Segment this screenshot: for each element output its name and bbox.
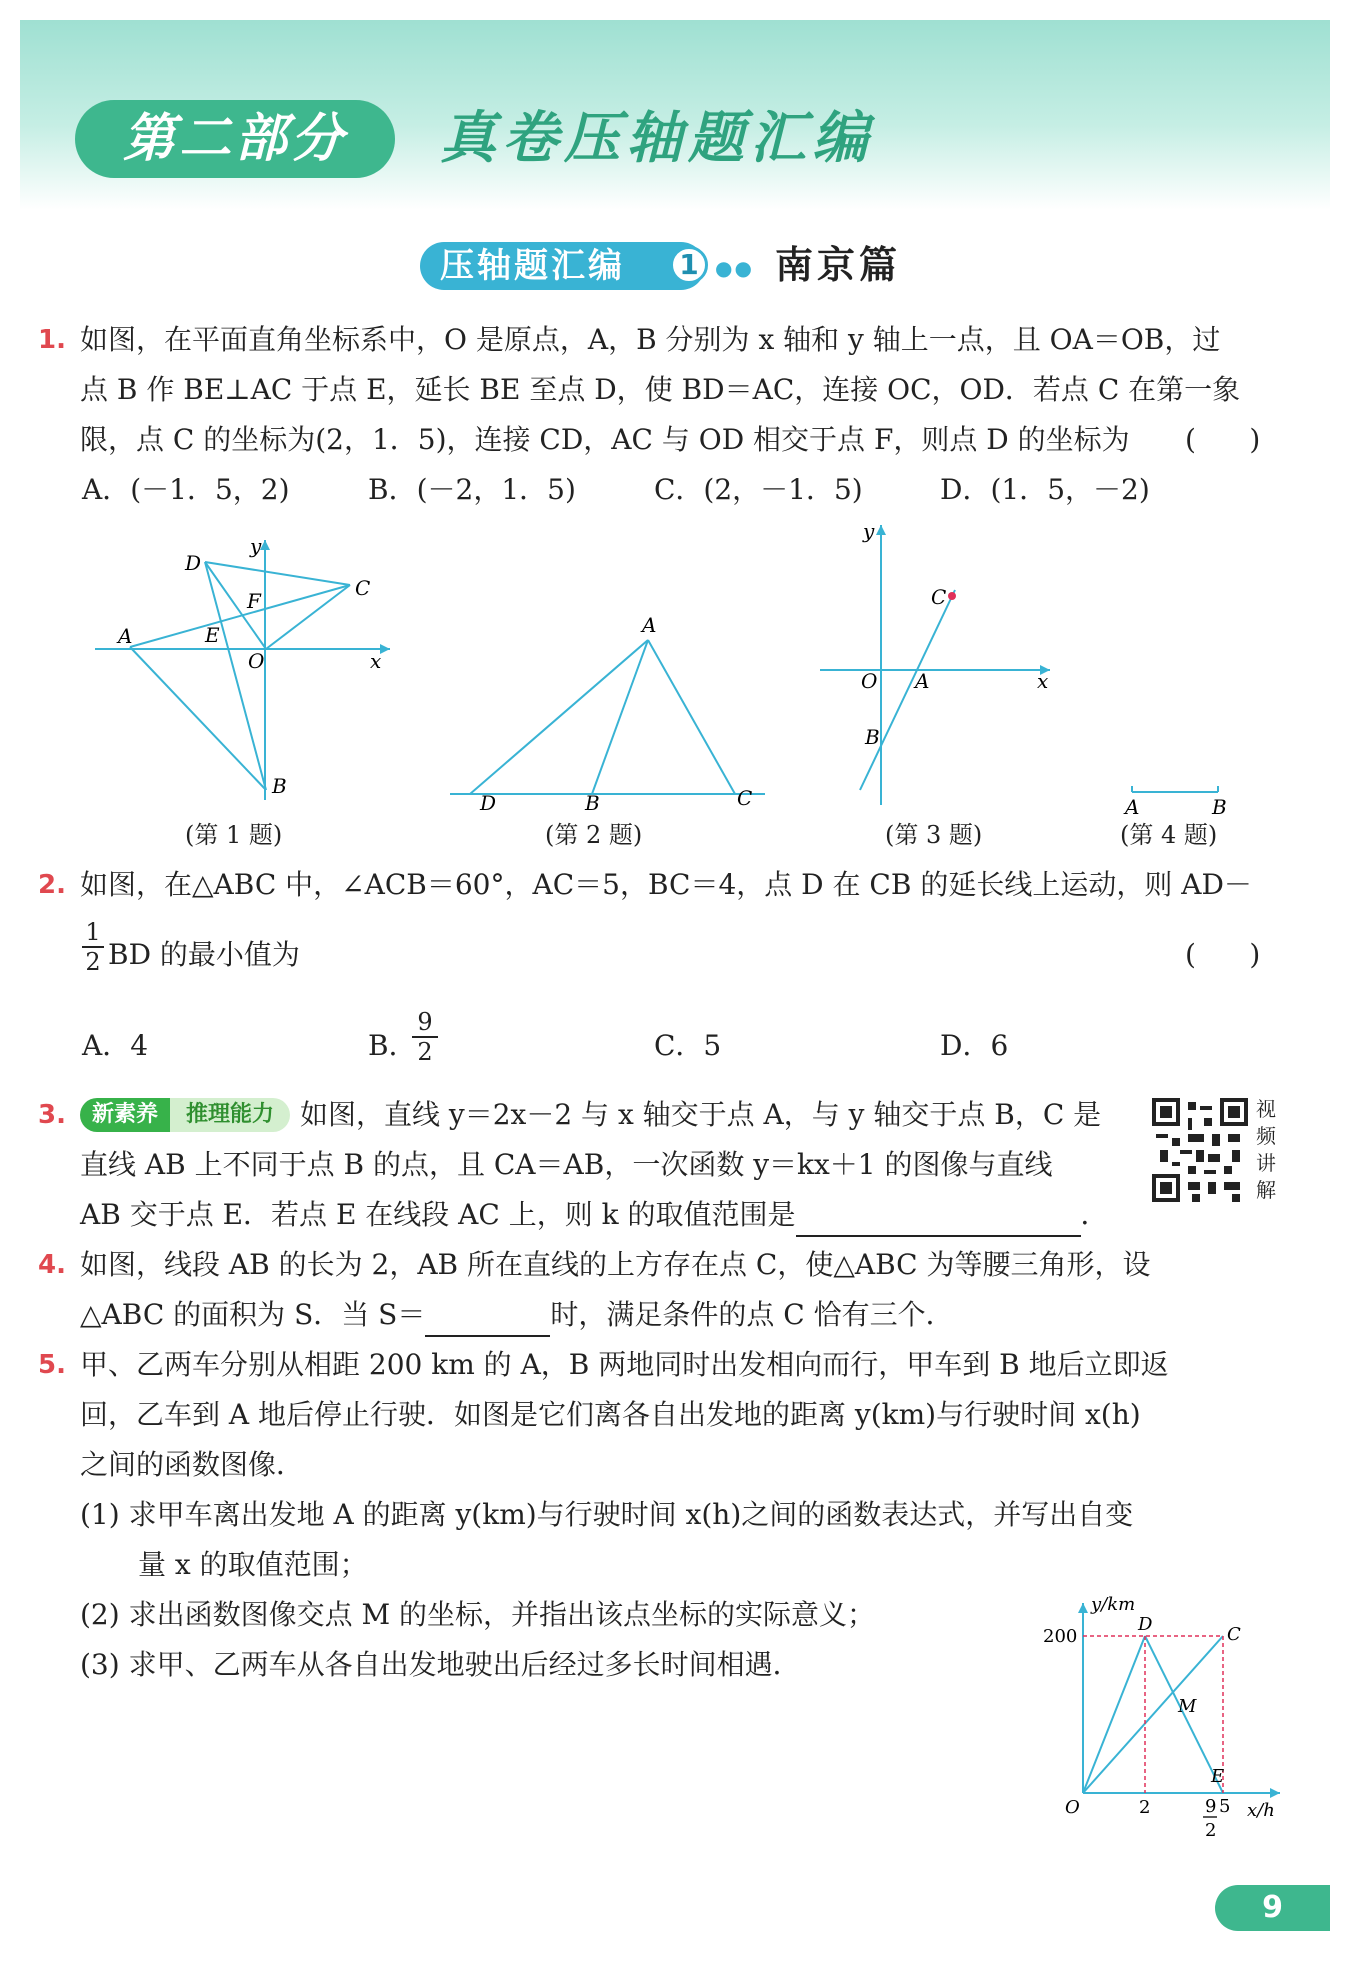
fig2-label-c: C	[737, 786, 753, 810]
q5-line-3: 之间的函数图像．	[80, 1448, 305, 1481]
fig1-label-d: D	[185, 551, 202, 575]
q1-answer-paren: ( )	[1185, 423, 1261, 456]
q2-answer-paren: ( )	[1185, 938, 1261, 971]
fig3-label-a: A	[915, 669, 930, 693]
qr-caption-char-3: 讲	[1256, 1151, 1276, 1175]
fig1-label-y: y	[250, 535, 262, 558]
q4-answer-blank[interactable]	[425, 1295, 550, 1337]
section-label: 压轴题汇编	[420, 242, 705, 290]
q5-line-2: 回，乙车到 A 地后停止行驶．如图是它们离各自出发地的距离 y(km)与行驶时间 x(h)	[80, 1398, 1141, 1431]
q2-frac-den: 2	[82, 946, 104, 976]
q5-sub-3: (3) 求甲、乙两车从各自出发地驶出后经过多长时间相遇．	[80, 1648, 801, 1681]
part-title: 真卷压轴题汇编	[440, 106, 874, 171]
qr-code[interactable]	[1152, 1098, 1248, 1202]
q4-line-2a: △ABC 的面积为 S．当 S＝	[80, 1298, 426, 1331]
q2-opt-b-num: 9	[417, 1008, 433, 1036]
fig2-label-b: B	[585, 791, 600, 810]
q2-option-b-fraction	[412, 1008, 438, 1066]
q5-graph	[1035, 1588, 1285, 1853]
q3-number: 3.	[38, 1100, 66, 1130]
q2-opt-b-den: 2	[412, 1036, 438, 1066]
q5-line-1: 甲、乙两车分别从相距 200 km 的 A，B 两地同时出发相向而行，甲车到 B 地后立即返	[80, 1348, 1169, 1381]
graph5-label-c: C	[1227, 1624, 1241, 1645]
q5-sub-1: (1) 求甲车离出发地 A 的距离 y(km)与行驶时间 x(h)之间的函数表达式，并写出自变	[80, 1498, 1134, 1531]
fig3-label-o: O	[861, 669, 878, 693]
graph5-x-tick-num: 9	[1205, 1796, 1217, 1817]
q2-number: 2.	[38, 870, 66, 900]
q4-number: 4.	[38, 1250, 66, 1280]
page-number: 9	[1215, 1885, 1330, 1931]
q1-option-c: C．(2，－1．5)	[654, 473, 863, 506]
q5-number: 5.	[38, 1350, 66, 1380]
q2-line-2: BD 的最小值为	[108, 938, 300, 971]
q1-option-d: D．(1．5，－2)	[940, 473, 1150, 506]
graph5-label-e: E	[1211, 1766, 1225, 1787]
fig1-label-f: F	[247, 589, 261, 613]
q2-option-b: B．	[368, 1029, 417, 1062]
figure-4	[1120, 780, 1240, 820]
graph5-label-d: D	[1138, 1614, 1153, 1635]
fig4-label-a: A	[1125, 795, 1140, 819]
figure-4-caption: (第 4 题)	[1120, 821, 1218, 849]
fig1-label-a: A	[118, 624, 133, 648]
qr-caption-char-4: 解	[1256, 1178, 1276, 1202]
q4-line-1: 如图，线段 AB 的长为 2，AB 所在直线的上方存在点 C，使△ABC 为等腰三角形，设	[80, 1248, 1151, 1281]
fig3-label-x: x	[1037, 669, 1049, 693]
q3-tag-reasoning: 推理能力	[170, 1098, 290, 1132]
fig1-label-c: C	[355, 576, 371, 600]
q1-line-1: 如图，在平面直角坐标系中，O 是原点，A，B 分别为 x 轴和 y 轴上一点，且 OA＝OB，过	[80, 323, 1221, 356]
fig3-label-b: B	[865, 725, 880, 749]
graph5-label-m: M	[1178, 1696, 1197, 1717]
fig2-label-d: D	[480, 791, 497, 810]
graph5-x-tick-den: 2	[1205, 1820, 1217, 1841]
q1-line-3: 限，点 C 的坐标为(2，1．5)，连接 CD，AC 与 OD 相交于点 F，则点 D 的坐标为	[80, 423, 1130, 456]
figure-1	[90, 535, 410, 810]
q3-line-3-text: AB 交于点 E．若点 E 在线段 AC 上，则 k 的取值范围是	[80, 1198, 796, 1231]
q2-option-a: A．4	[82, 1029, 149, 1062]
qr-caption-char-2: 频	[1256, 1124, 1276, 1148]
part-label: 第二部分	[75, 100, 395, 178]
q2-option-c: C．5	[654, 1029, 722, 1062]
graph5-ylabel: y/km	[1091, 1594, 1136, 1615]
q3-tag-new-literacy: 新素养	[80, 1098, 170, 1132]
q4-line-2b: 时，满足条件的点 C 恰有三个．	[550, 1298, 954, 1331]
q3-answer-blank[interactable]	[796, 1195, 1081, 1237]
q1-option-a: A．(－1．5，2)	[82, 473, 290, 506]
q5-sub-1b: 量 x 的取值范围；	[138, 1548, 368, 1581]
q2-frac-num: 1	[85, 918, 101, 946]
fig1-label-x: x	[370, 649, 382, 673]
figure-2-caption: (第 2 题)	[545, 821, 643, 849]
fig1-label-b: B	[272, 774, 287, 798]
fig3-label-c: C	[931, 585, 947, 609]
q2-option-d: D．6	[940, 1029, 1009, 1062]
q1-line-2: 点 B 作 BE⊥AC 于点 E，延长 BE 至点 D，使 BD＝AC，连接 OC，OD．若点 C 在第一象	[80, 373, 1241, 406]
q3-line-2: 直线 AB 上不同于点 B 的点，且 CA＝AB，一次函数 y＝kx＋1 的图像与直线	[80, 1148, 1053, 1181]
section-number: 1	[670, 246, 708, 284]
graph5-x-tick-2: 2	[1139, 1797, 1151, 1818]
graph5-y-tick: 200	[1043, 1626, 1078, 1647]
q4-line-2	[80, 1295, 1280, 1337]
fig4-label-b: B	[1212, 795, 1227, 819]
section-city: 南京篇	[775, 243, 902, 287]
figure-3-caption: (第 3 题)	[885, 821, 983, 849]
q1-number: 1.	[38, 325, 66, 355]
graph5-label-o: O	[1065, 1797, 1080, 1818]
graph5-xlabel: x/h	[1247, 1800, 1275, 1821]
q2-fraction	[82, 918, 104, 976]
q3-line-3	[80, 1195, 1280, 1237]
q3-line-3-end: ．	[1080, 1198, 1109, 1231]
fig1-label-o: O	[248, 649, 265, 673]
figure-1-caption: (第 1 题)	[185, 821, 283, 849]
fig3-label-y: y	[863, 520, 875, 543]
figure-3	[815, 520, 1055, 810]
q1-option-b: B．(－2，1．5)	[368, 473, 576, 506]
q2-line-1: 如图，在△ABC 中，∠ACB＝60°，AC＝5，BC＝4，点 D 在 CB 的延长线上运动，则 AD－	[80, 868, 1252, 901]
fig1-label-e: E	[205, 623, 220, 647]
figure-2	[440, 610, 780, 810]
qr-caption	[1256, 1096, 1282, 1204]
section-dots: ●●	[715, 256, 754, 280]
q5-sub-2: (2) 求出函数图像交点 M 的坐标，并指出该点坐标的实际意义；	[80, 1598, 876, 1631]
graph5-x-tick-5: 5	[1219, 1796, 1231, 1817]
qr-caption-char-1: 视	[1256, 1097, 1276, 1121]
fig2-label-a: A	[642, 613, 657, 637]
q3-line-1: 如图，直线 y＝2x－2 与 x 轴交于点 A，与 y 轴交于点 B，C 是	[300, 1098, 1102, 1131]
